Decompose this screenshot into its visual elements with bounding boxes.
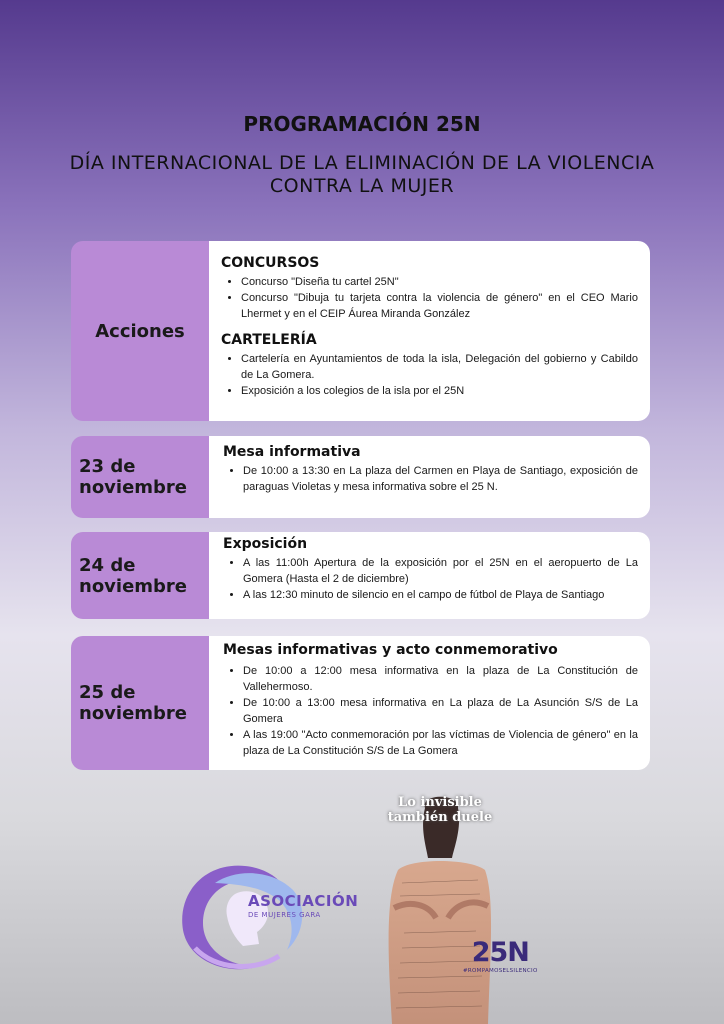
concursos-list (221, 274, 638, 322)
section-heading-24: Exposición (223, 536, 308, 552)
poster-quote-line1: Lo invisible (398, 795, 482, 810)
section-label-23: 23 de noviembre (71, 436, 209, 518)
poster-badge (463, 938, 538, 974)
list-item: • Cartelería en Ayuntamientos de toda la isla, Delegación del gobierno y Cabildo de La Gomera. (241, 351, 638, 383)
list-item: • Concurso "Dibuja tu tarjeta contra la violencia de género" en el CEO Mario Lhermet y en el CEIP Áurea Miranda González (241, 290, 638, 322)
list-item: • A las 12:30 minuto de silencio en el campo de fútbol de Playa de Santiago (243, 587, 638, 603)
section-card-acciones (191, 241, 650, 421)
section-label-25: 25 de noviembre (71, 636, 209, 770)
carteleria-list (221, 351, 638, 399)
section-card-24 (191, 532, 650, 619)
list-item: • De 10:00 a 13:00 mesa informativa en La plaza de La Asunción S/S de La Gomera (243, 695, 638, 727)
logo-name: ASOCIACIÓN (248, 892, 359, 910)
list-item: • Exposición a los colegios de la isla por el 25N (241, 383, 638, 399)
list-item: • De 10:00 a 12:00 mesa informativa en la plaza de La Constitución de Vallehermoso. (243, 663, 638, 695)
section-25-noviembre (71, 636, 650, 770)
section-heading-23: Mesa informativa (223, 444, 361, 460)
section-23-noviembre (71, 436, 650, 518)
section-card-25 (191, 636, 650, 770)
carteleria-heading: CARTELERÍA (221, 332, 317, 348)
section-24-noviembre (71, 532, 650, 619)
logo-subname: DE MUJERES GARA (248, 911, 321, 919)
section-card-23 (191, 436, 650, 518)
section-label-24: 24 de noviembre (71, 532, 209, 619)
badge-hashtag: #ROMPAMOSELSILENCIO (463, 968, 538, 974)
poster-quote-line2: también duele (387, 810, 493, 825)
page-subtitle: DÍA INTERNACIONAL DE LA ELIMINACIÓN DE LA VIOLENCIA CONTRA LA MUJER (69, 152, 655, 197)
list-item: • A las 19:00 "Acto conmemoración por las víctimas de Violencia de género" en la plaza de La Constitución S/S de La Gomera (243, 727, 638, 759)
section-acciones (71, 241, 650, 421)
poster-quote (360, 795, 520, 825)
page-title: PROGRAMACIÓN 25N (243, 112, 481, 136)
badge-25n: 25N (471, 937, 529, 968)
concursos-heading: CONCURSOS (221, 255, 320, 271)
list-item: • De 10:00 a 13:30 en La plaza del Carmen en Playa de Santiago, exposición de paraguas Violetas y mesa informativa sobre el 25 N. (243, 463, 638, 495)
section-label-acciones: Acciones (71, 241, 209, 421)
logo-text (248, 892, 358, 919)
list-item: • Concurso "Diseña tu cartel 25N" (241, 274, 638, 290)
list-item: • A las 11:00h Apertura de la exposición por el 25N en el aeropuerto de La Gomera (Hasta el 2 de diciembre) (243, 555, 638, 587)
section-heading-25: Mesas informativas y acto conmemorativo (223, 642, 558, 658)
